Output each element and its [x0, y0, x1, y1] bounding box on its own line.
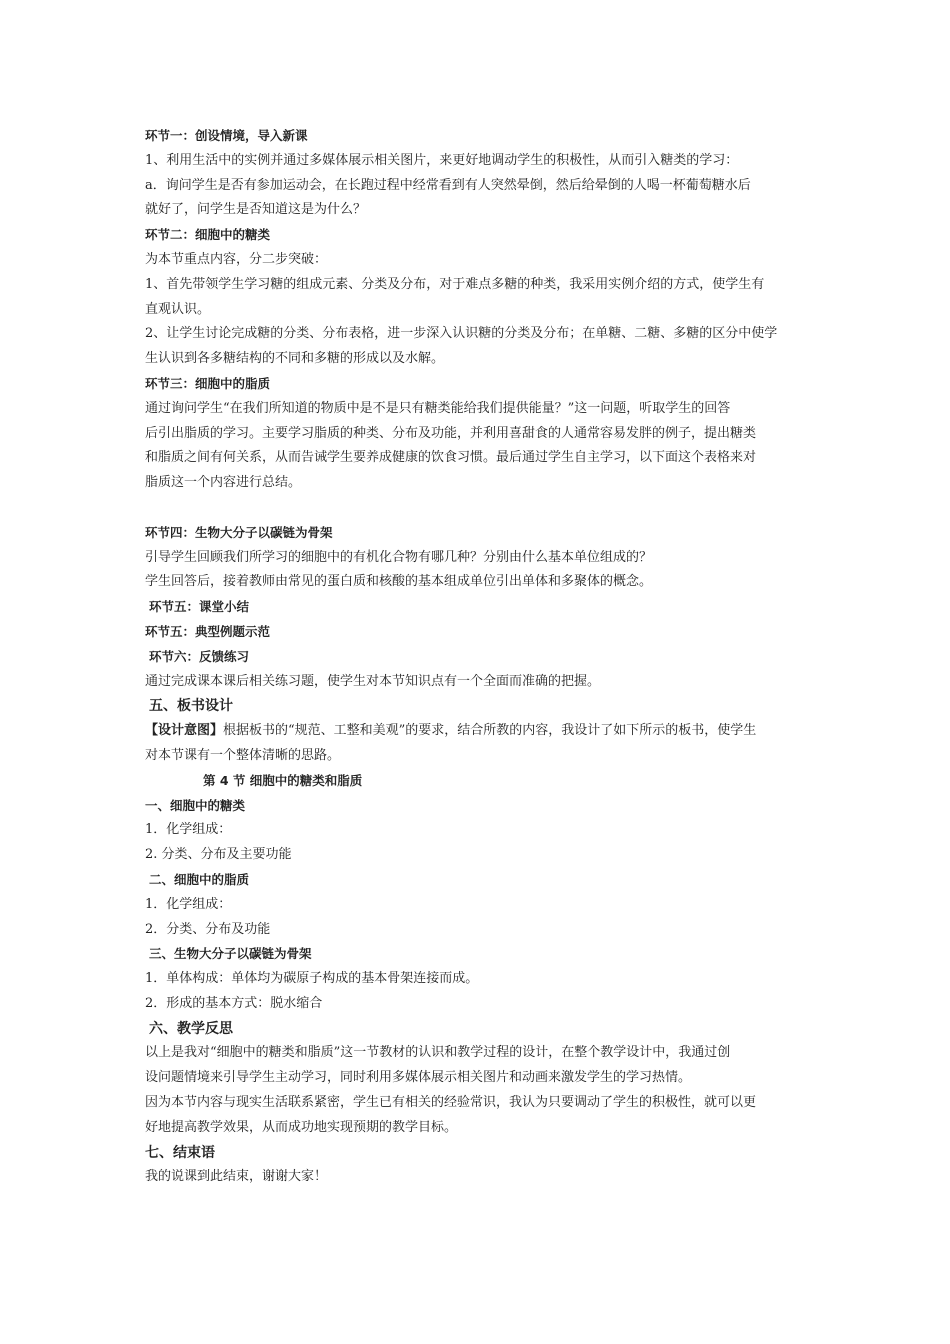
body-text: 根据板书的“规范、工整和美观”的要求，结合所教的内容，我设计了如下所示的板书，使学生 [223, 723, 757, 739]
section-heading: 环节五：课堂小结 [149, 599, 250, 615]
body-line: 以上是我对“细胞中的糖类和脂质”这一节教材的认识和教学过程的设计，在整个教学设计中，我通过创 [145, 1045, 731, 1061]
section-heading: 环节五：典型例题示范 [145, 623, 271, 639]
body-line: 引导学生回顾我们所学习的细胞中的有机化合物有哪几种？分别由什么基本单位组成的？ [145, 549, 653, 565]
section-heading: 环节二：细胞中的糖类 [145, 227, 271, 243]
body-line: 通过询问学生“在我们所知道的物质中是不是只有糖类能给我们提供能量？”这一问题，听取学生的回答 [145, 400, 731, 416]
body-line: 2．形成的基本方式：脱水缩合 [145, 995, 323, 1011]
chapter-heading: 五、板书设计 [149, 698, 233, 715]
body-line: 就好了，问学生是否知道这是为什么？ [145, 202, 367, 218]
body-line: 好地提高教学效果，从而成功地实现预期的教学目标。 [145, 1119, 458, 1135]
chapter-heading: 六、教学反思 [149, 1020, 233, 1037]
body-line: 直观认识。 [145, 301, 211, 317]
section-heading: 二、细胞中的脂质 [149, 871, 250, 887]
section-heading: 环节三：细胞中的脂质 [145, 375, 271, 391]
chapter-heading: 七、结束语 [145, 1144, 215, 1161]
body-line: 通过完成课本课后相关练习题，使学生对本节知识点有一个全面而准确的把握。 [145, 673, 601, 689]
section-heading: 环节一：创设情境，导入新课 [145, 128, 308, 143]
body-line: 后引出脂质的学习。主要学习脂质的种类、分布及功能，并利用喜甜食的人通常容易发胖的例子，提出糖类 [145, 425, 757, 441]
body-line: 设问题情境来引导学生主动学习，同时利用多媒体展示相关图片和动画来激发学生的学习热情。 [145, 1070, 692, 1086]
body-line: 因为本节内容与现实生活联系紧密，学生已有相关的经验常识，我认为只要调动了学生的积极性，就可以更 [145, 1095, 757, 1111]
body-line: 2、让学生讨论完成糖的分类、分布表格，进一步深入认识糖的分类及分布；在单糖、二糖、多糖的区分中使学 [145, 326, 778, 342]
body-line: 学生回答后，接着教师由常见的蛋白质和核酸的基本组成单位引出单体和多聚体的概念。 [145, 574, 653, 590]
body-line: 1．单体构成：单体均为碳原子构成的基本骨架连接而成。 [145, 971, 479, 987]
section-heading: 一、细胞中的糖类 [145, 797, 246, 813]
body-line: 对本节课有一个整体清晰的思路。 [145, 747, 341, 763]
body-line: 脂质这一个内容进行总结。 [145, 475, 302, 491]
section-heading: 三、生物大分子以碳链为骨架 [149, 946, 312, 962]
body-line: 2. 分类、分布及主要功能 [145, 847, 292, 863]
section-heading: 环节六：反馈练习 [149, 648, 250, 664]
body-line: 生认识到各多糖结构的不同和多糖的形成以及水解。 [145, 351, 445, 367]
body-line: 1、首先带领学生学习糖的组成元素、分类及分布，对于难点多糖的种类，我采用实例介绍的方式，使学生有 [145, 276, 765, 292]
body-line: 1．化学组成： [145, 896, 232, 912]
body-line: 为本节重点内容，分二步突破： [145, 251, 328, 267]
body-line: a．询问学生是否有参加运动会，在长跑过程中经常看到有人突然晕倒，然后给晕倒的人喝一杯葡萄糖水后 [145, 177, 751, 193]
body-line [145, 719, 810, 744]
blank-line [145, 496, 810, 521]
body-line: 1．化学组成： [145, 822, 232, 838]
body-line: 和脂质之间有何关系，从而告诫学生要养成健康的饮食习惯。最后通过学生自主学习，以下面这个表格来对 [145, 450, 757, 466]
section-heading: 环节四：生物大分子以碳链为骨架 [145, 524, 333, 540]
body-line: 1、利用生活中的实例并通过多媒体展示相关图片，来更好地调动学生的积极性，从而引入糖类的学习： [145, 152, 739, 168]
body-line: 2．分类、分布及功能 [145, 921, 271, 937]
design-intent-label: 【设计意图】 [145, 723, 224, 739]
document-page [145, 124, 810, 1190]
body-line: 我的说课到此结束，谢谢大家！ [145, 1169, 328, 1185]
board-title: 第 4 节 细胞中的糖类和脂质 [203, 772, 363, 788]
